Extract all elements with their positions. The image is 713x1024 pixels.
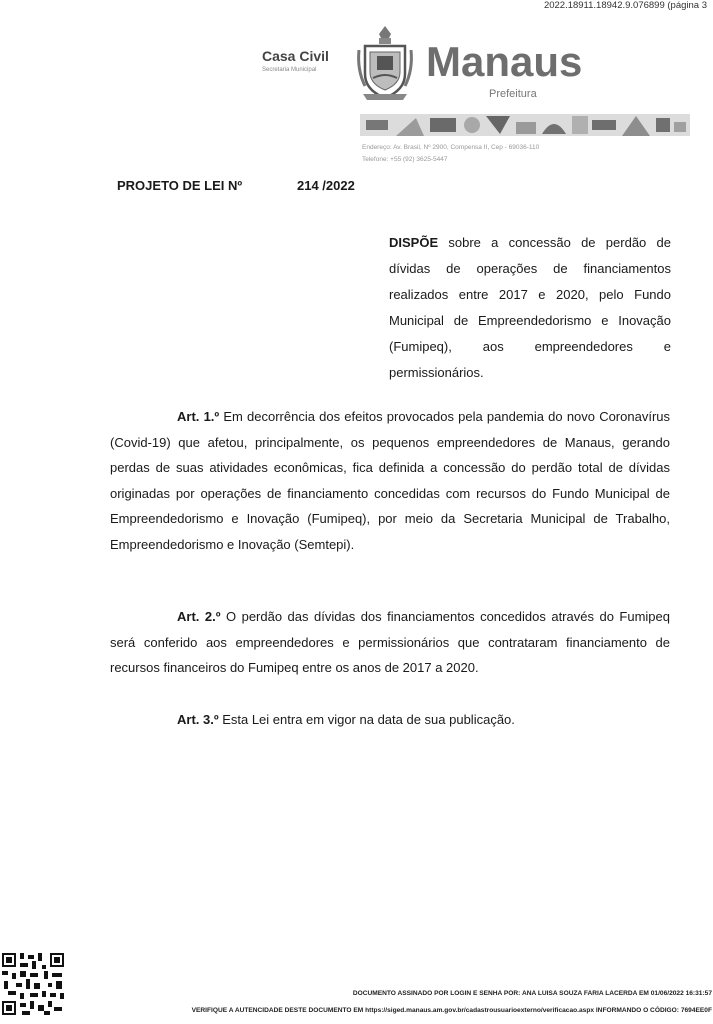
article-text: Em decorrência dos efeitos provocados pela pandemia do novo Coronavírus (Covid-19) que afetou, principalmente, os pequenos empreendedores de Manaus, gerando perdas de suas atividades econômicas, fica definida a concessão do perdão total de dívidas originadas por operações de financiamento concedidas com recursos do Fundo Municipal de Empreendedorismo e Inovação (Fumipeq), por meio da Secretaria Municipal de Trabalho, Empreendedorismo e Inovação (Semtepi).	[110, 409, 671, 552]
address-block	[362, 142, 539, 166]
phone-line: Telefone: +55 (92) 3625-5447	[362, 156, 448, 163]
article-label: Art. 3.º	[177, 712, 219, 727]
ementa-paragraph	[389, 230, 671, 386]
article-2	[110, 604, 670, 681]
ementa-text: sobre a concessão de perdão de dívidas de operações de financiamentos realizados entre 2017 e 2020, pelo Fundo Municipal de Empreendedorismo e Inovação (Fumipeq), aos empreendedores e permissionários.	[389, 235, 671, 380]
verification-qr-code-icon	[0, 951, 66, 1017]
article-label: Art. 2.º	[177, 609, 221, 624]
secretaria-label: Secretaria Municipal	[262, 67, 317, 73]
decorative-pattern-band	[360, 114, 690, 136]
document-id: 2022.18911.18942.9.076899 (página 3	[543, 0, 707, 11]
address-line: Endereço: Av. Brasil, Nº 2900, Compensa II, Cep - 69036-110	[362, 144, 540, 151]
signature-notice: DOCUMENTO ASSINADO POR LOGIN E SENHA POR: ANA LUISA SOUZA FARIA LACERDA EM 01/06/2022 16:31:57	[352, 990, 712, 997]
ementa-lead: DISPÕE	[389, 235, 439, 250]
projeto-label: PROJETO DE LEI Nº	[117, 178, 243, 193]
article-text: Esta Lei entra em vigor na data de sua publicação.	[218, 712, 515, 727]
projeto-number: 214 /2022	[297, 178, 355, 193]
article-3	[110, 707, 670, 733]
casa-civil-label: Casa Civil	[262, 48, 329, 64]
article-text: O perdão das dívidas dos financiamentos concedidos através do Fumipeq será conferido aos empreendedores e permissionários que contrataram financiamento de recursos financeiros do Fumipeq entre os anos de 2017 a 2020.	[110, 609, 671, 675]
prefeitura-label: Prefeitura	[489, 88, 537, 100]
article-label: Art. 1.º	[177, 409, 220, 424]
manaus-logo-text: Manaus	[426, 38, 583, 85]
article-1	[110, 404, 670, 557]
projeto-title	[117, 178, 355, 193]
verification-notice: VERIFIQUE A AUTENCIDADE DESTE DOCUMENTO EM https://siged.manaus.am.gov.br/cadastrousuarioexterno/verificacao.aspx INFORMANDO O CÓDIGO: 7694EE0F	[191, 1007, 712, 1014]
manaus-crest-icon	[355, 24, 415, 104]
